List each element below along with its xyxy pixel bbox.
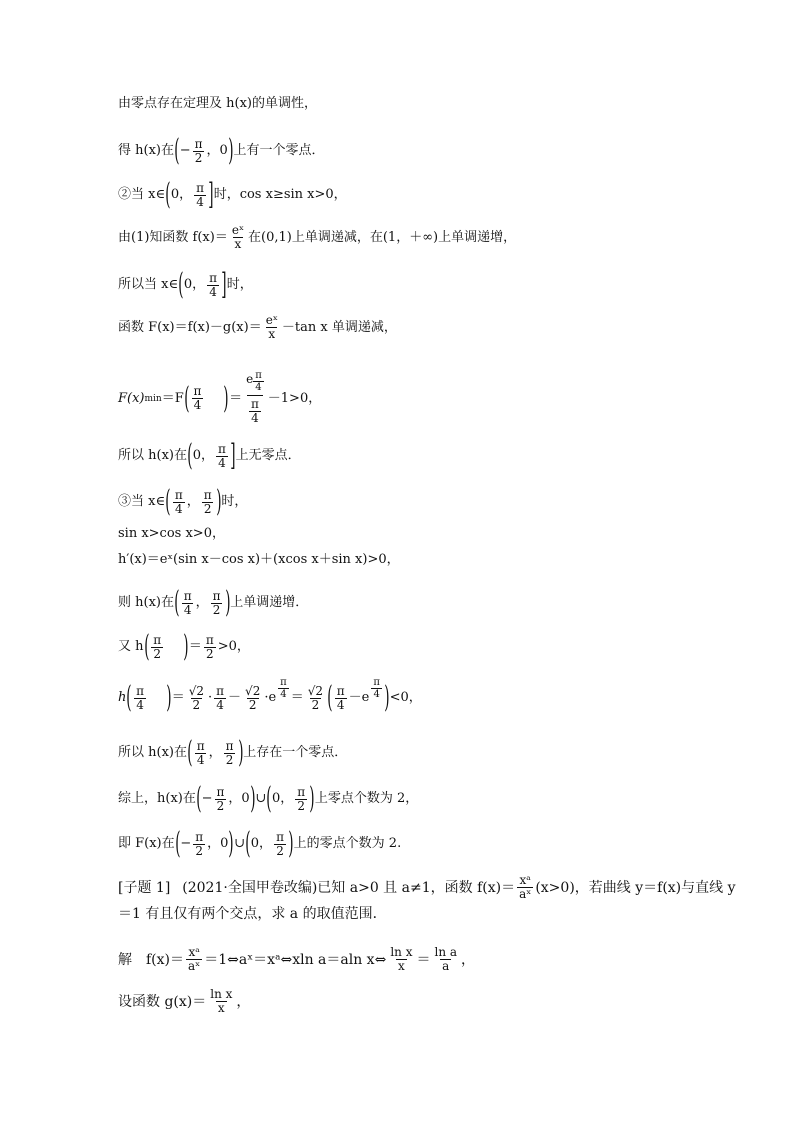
left-paren: ( [266, 781, 272, 816]
fraction: $\frac{\pi}{2}$ [276, 829, 284, 858]
fraction: $\frac{\text{ln x}}{x}$ [210, 987, 233, 1015]
fraction: $\frac{\pi}{2}$ [297, 784, 306, 813]
text-line: F(x) min ＝F ( $\frac{\pi}{4}$ ) ＝ e $\frac{\pi}{4}$ $\frac{\pi}{4}$ －1>0， [118, 370, 322, 425]
right-paren: ) [228, 826, 234, 861]
solution-line: 设函数 g(x)＝ $\frac{\text{ln x}}{x}$ ， [118, 987, 251, 1015]
fraction: $\frac{\pi}{2}$ [195, 829, 204, 858]
fraction: $\frac{\pi}{2}$ [205, 632, 214, 661]
fraction: $\frac{\text{ln a}}{a}$ [434, 945, 458, 973]
text-line: 则 h(x)在 ( $\frac{\pi}{4}$ ， $\frac{\pi}{2}$ ) 上单调递增． [118, 585, 309, 620]
right-bracket: ] [230, 438, 236, 473]
text-line: 由零点存在定理及 h(x)的单调性， [118, 96, 317, 111]
left-paren: ( [187, 438, 193, 473]
text-line: 所以当 x∈ ( 0， $\frac{\pi}{4}$ ] 时， [118, 267, 253, 302]
text-line: 得 h(x)在 ( − $\frac{\pi}{2}$ ，0 ) 上有一个零点． [118, 133, 325, 168]
text-line: h′(x)＝eˣ(sin x－cos x)＋(xcos x＋sin x)>0， [118, 552, 400, 567]
fraction: $\frac{\text{eˣ}}{x}$ [231, 223, 245, 251]
fraction: $\frac{√2}{2}$ [188, 683, 204, 712]
fraction: $\frac{\pi}{4}$ [196, 180, 204, 209]
fraction: $\frac{\pi}{4}$ [183, 588, 192, 617]
fraction: $\frac{\pi}{4}$ [136, 683, 144, 712]
problem-source: (2021·全国甲卷改编) [182, 879, 318, 896]
solution-line: 解 f(x)＝ $\frac{\text{xᵃ}}{\text{aˣ}}$ ＝1⇔aˣ＝xᵃ⇔xln a＝aln x⇔ $\frac{\text{ln x}}{x}$ ＝ $\frac{\text{ln a}}{a}$ ， [118, 945, 476, 973]
left-paren: ( [187, 735, 193, 770]
problem-line: [子题 1] (2021·全国甲卷改编) 已知 a>0 且 a≠1，函数 f(x)＝ $\frac{\text{xᵃ}}{\text{aˣ}}$ (x>0)，若曲线 y＝f(x)与直线 y [118, 873, 736, 901]
left-paren: ( [126, 680, 132, 715]
text-line: 又 h ( $\frac{\pi}{2}$ ) ＝ $\frac{\pi}{2}$ >0， [118, 629, 250, 664]
fraction: $\frac{\pi}{4}$ [209, 270, 217, 299]
left-paren: ( [143, 629, 150, 664]
text-line: sin x>cos x>0， [118, 526, 225, 541]
left-paren: ( [178, 267, 184, 302]
left-paren: ( [183, 380, 190, 416]
left-paren: ( [174, 585, 180, 620]
left-paren: ( [196, 781, 202, 816]
right-bracket: ] [221, 267, 227, 302]
left-paren: ( [174, 133, 180, 168]
text-line: 由(1)知函数 f(x)＝ $\frac{\text{eˣ}}{x}$ 在(0,1)上单调递减，在(1，＋∞)上单调递增， [118, 223, 517, 251]
right-paren: ) [249, 781, 256, 816]
text-line: 所以 h(x)在 ( $\frac{\pi}{4}$ ， $\frac{\pi}{2}$ ) 上存在一个零点． [118, 735, 348, 770]
right-paren: ) [224, 585, 230, 620]
fraction: $\frac{\pi}{2}$ [153, 632, 162, 661]
text-line: h ( $\frac{\pi}{4}$ ) ＝ $\frac{√2}{2}$ · $\frac{\pi}{4}$ － $\frac{√2}{2}$ ·e $\frac{\pi}{4}$ ＝ $\frac{√2}{2}$ ( $\frac{\pi}{4}$ －e $\frac{\pi}{4}$ ) <0， [118, 677, 422, 715]
problem-label: [子题 1] [118, 879, 171, 896]
fraction: $\frac{√2}{2}$ [307, 683, 324, 712]
right-paren: ) [223, 380, 229, 416]
text-line: 即 F(x)在 ( − $\frac{\pi}{2}$ ，0 ) ∪ ( 0， $\frac{\pi}{2}$ ) 上的零点个数为 2. [118, 826, 402, 861]
text-line: ③当 x∈ ( $\frac{\pi}{4}$ ， $\frac{\pi}{2}$ ) 时， [118, 484, 248, 519]
text-line: 综上，h(x)在 ( − $\frac{\pi}{2}$ ，0 ) ∪ ( 0， $\frac{\pi}{2}$ ) 上零点个数为 2， [118, 781, 419, 816]
fraction: $\frac{\text{eˣ}}{x}$ [265, 313, 278, 341]
text-line: 函数 F(x)＝f(x)－g(x)＝ $\frac{\text{eˣ}}{x}$ －tan x 单调递减， [118, 313, 397, 341]
right-paren: ) [288, 826, 294, 861]
right-paren: ) [309, 781, 315, 816]
left-paren: ( [165, 484, 171, 519]
fraction: $\frac{\pi}{2}$ [194, 136, 203, 165]
fraction: $\frac{\pi}{4}$ [336, 683, 345, 712]
fraction: $\frac{\pi}{2}$ [225, 738, 234, 767]
left-paren: ( [245, 826, 251, 861]
fraction: $\frac{\pi}{4}$ [216, 683, 225, 712]
fraction: $\frac{\pi}{4}$ [217, 441, 226, 470]
text-line: ②当 x∈ ( 0， $\frac{\pi}{4}$ ] 时，cos x≥sin x>0， [118, 177, 347, 212]
left-paren: ( [327, 680, 333, 715]
left-paren: ( [165, 177, 171, 212]
right-paren: ) [166, 680, 172, 715]
right-paren: ) [384, 680, 390, 715]
fraction: $\frac{\pi}{2}$ [212, 588, 221, 617]
fraction: e $\frac{\pi}{4}$ $\frac{\pi}{4}$ [246, 370, 262, 425]
right-paren: ) [228, 133, 234, 168]
text-line: 所以 h(x)在 ( 0， $\frac{\pi}{4}$ ] 上无零点． [118, 438, 301, 473]
fraction: $\frac{\pi}{2}$ [216, 784, 225, 813]
fraction: $\frac{\pi}{2}$ [203, 487, 212, 516]
right-paren: ) [215, 484, 222, 519]
fraction: $\frac{\pi}{4}$ [373, 677, 380, 700]
fraction: $\frac{\pi}{4}$ [196, 738, 205, 767]
fraction: $\frac{\pi}{4}$ [280, 677, 287, 700]
fraction: $\frac{√2}{2}$ [245, 683, 261, 712]
fraction: $\frac{\pi}{4}$ [193, 384, 202, 412]
problem-line: ＝1 有且仅有两个交点，求 a 的取值范围． [118, 906, 387, 922]
right-paren: ) [237, 735, 243, 770]
right-bracket: ] [208, 177, 214, 212]
fraction: $\frac{\pi}{4}$ [174, 487, 183, 516]
fraction: $\frac{\text{xᵃ}}{\text{aˣ}}$ [519, 873, 532, 901]
right-paren: ) [183, 629, 189, 664]
fraction: $\frac{\text{xᵃ}}{\text{aˣ}}$ [188, 945, 201, 973]
fraction: $\frac{\text{ln x}}{x}$ [390, 945, 413, 973]
left-paren: ( [174, 826, 181, 861]
